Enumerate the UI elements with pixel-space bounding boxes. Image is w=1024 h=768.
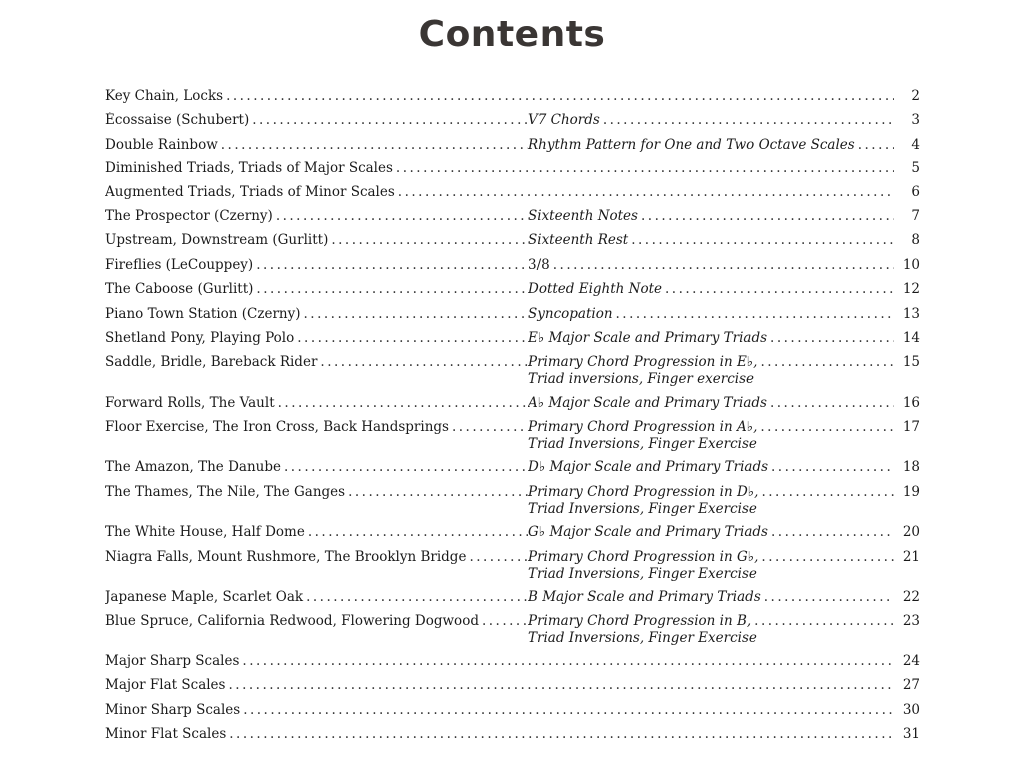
toc-entry-title: Blue Spruce, California Redwood, Flowering Dogwood — [105, 613, 479, 629]
dot-leader — [276, 208, 528, 225]
toc-entry — [105, 184, 920, 201]
toc-entry-title: Saddle, Bridle, Bareback Rider — [105, 354, 318, 370]
dot-leader — [761, 484, 894, 501]
toc-entry-topic: D♭ Major Scale and Primary Triads — [528, 459, 769, 475]
toc-right-column — [528, 232, 894, 249]
toc-right-column — [528, 137, 894, 154]
toc-entry-line — [105, 702, 920, 719]
toc-entry-topic-continued: Triad Inversions, Finger Exercise — [528, 501, 757, 517]
toc-full-column — [105, 702, 894, 719]
toc-page-number: 3 — [911, 112, 920, 128]
dot-leader — [306, 589, 528, 606]
toc-right-column — [528, 613, 894, 630]
toc-entry-title: The Amazon, The Danube — [105, 459, 281, 475]
toc-left-column — [105, 112, 528, 129]
toc-left-column — [105, 549, 528, 566]
dot-leader — [631, 232, 894, 249]
toc-entry — [105, 354, 920, 388]
dot-leader — [770, 395, 894, 412]
toc-full-column — [105, 88, 894, 105]
toc-entry-topic: Primary Chord Progression in D♭, — [528, 484, 759, 500]
dot-leader — [221, 137, 528, 154]
toc-entry-title: Forward Rolls, The Vault — [105, 395, 275, 411]
toc-page-number: 30 — [902, 702, 920, 718]
toc-left-column — [105, 330, 528, 347]
toc-entry-title: Minor Sharp Scales — [105, 702, 241, 718]
toc-full-column — [105, 653, 894, 670]
toc-entry — [105, 160, 920, 177]
toc-page-number: 27 — [902, 677, 920, 693]
page-title: Contents — [418, 14, 606, 55]
toc-entry-title: Double Rainbow — [105, 137, 218, 153]
toc-entry-topic: E♭ Major Scale and Primary Triads — [528, 330, 768, 346]
dot-leader — [256, 257, 528, 274]
toc-page-number: 7 — [911, 208, 920, 224]
toc-entry — [105, 419, 920, 453]
toc-entry-title: The White House, Half Dome — [105, 524, 305, 540]
toc-entry-title: Diminished Triads, Triads of Major Scales — [105, 160, 393, 176]
toc-entry-topic: Primary Chord Progression in E♭, — [528, 354, 758, 370]
toc-right-column — [528, 395, 894, 412]
toc-left-column — [105, 589, 528, 606]
toc-left-column — [105, 459, 528, 476]
dot-leader — [304, 306, 528, 323]
toc-entry-topic: 3/8 — [528, 257, 550, 273]
toc-entry — [105, 459, 920, 476]
toc-entry-title: The Caboose (Gurlitt) — [105, 281, 254, 297]
toc-entry-topic: Sixteenth Notes — [528, 208, 638, 224]
toc-entry — [105, 726, 920, 743]
toc-entry-title: Japanese Maple, Scarlet Oak — [105, 589, 304, 605]
toc-entry — [105, 677, 920, 694]
toc-entry-line — [105, 524, 920, 541]
toc-left-column — [105, 395, 528, 412]
toc-left-column — [105, 281, 528, 298]
toc-entry-title: Piano Town Station (Czerny) — [105, 306, 301, 322]
toc-page-number: 4 — [911, 137, 920, 153]
toc-entry-topic: Primary Chord Progression in A♭, — [528, 419, 758, 435]
toc-page-number: 12 — [902, 281, 920, 297]
toc-left-column — [105, 524, 528, 541]
toc-entry-line — [105, 257, 920, 274]
toc-entry-line — [105, 419, 920, 436]
toc-page-number: 2 — [911, 88, 920, 104]
toc-page-number: 23 — [902, 613, 920, 629]
toc-entry-title: Augmented Triads, Triads of Minor Scales — [105, 184, 395, 200]
toc-entry — [105, 257, 920, 274]
toc-entry-title: The Thames, The Nile, The Ganges — [105, 484, 346, 500]
dot-leader — [308, 524, 528, 541]
toc-page-number: 13 — [902, 306, 920, 322]
dot-leader — [243, 702, 894, 719]
dot-leader — [398, 184, 894, 201]
toc-entry-topic: A♭ Major Scale and Primary Triads — [528, 395, 767, 411]
toc-entry — [105, 137, 920, 154]
toc-entry-line — [105, 395, 920, 412]
toc-page-number: 22 — [902, 589, 920, 605]
toc-entry-title: Major Flat Scales — [105, 677, 226, 693]
toc-right-column — [528, 257, 894, 274]
toc-entry-line — [105, 484, 920, 501]
toc-entry — [105, 306, 920, 323]
dot-leader — [754, 613, 894, 630]
dot-leader — [469, 549, 528, 566]
toc-entry-line — [105, 160, 920, 177]
toc-right-column — [528, 306, 894, 323]
toc-page-number: 24 — [902, 653, 920, 669]
toc-full-column — [105, 160, 894, 177]
dot-leader — [858, 137, 894, 154]
toc-entry-title: Major Sharp Scales — [105, 653, 240, 669]
dot-leader — [761, 549, 894, 566]
toc-entry-title: Upstream, Downstream (Gurlitt) — [105, 232, 329, 248]
toc-entry-topic: Dotted Eighth Note — [528, 281, 662, 297]
toc-entry-line — [105, 677, 920, 694]
toc-entry-topic-continued: Triad Inversions, Finger Exercise — [528, 436, 757, 452]
toc-page-number: 20 — [902, 524, 920, 540]
toc-left-column — [105, 419, 528, 436]
toc-entry-line — [105, 330, 920, 347]
toc-entry — [105, 330, 920, 347]
toc-entry-title: Key Chain, Locks — [105, 88, 224, 104]
dot-leader — [771, 524, 894, 541]
dot-leader — [553, 257, 894, 274]
toc-page-number: 16 — [902, 395, 920, 411]
toc-entry-topic-continued: Triad Inversions, Finger Exercise — [528, 566, 757, 582]
toc-entry — [105, 88, 920, 105]
dot-leader — [452, 419, 528, 436]
toc-right-column — [528, 524, 894, 541]
toc-right-column — [528, 484, 894, 501]
toc-entry-line — [105, 112, 920, 129]
toc-entry — [105, 589, 920, 606]
toc-entry — [105, 549, 920, 583]
toc-page-number: 18 — [902, 459, 920, 475]
dot-leader — [771, 459, 894, 476]
toc-entry-line — [105, 88, 920, 105]
toc-entry — [105, 613, 920, 647]
dot-leader — [229, 726, 894, 743]
toc-right-column — [528, 112, 894, 129]
toc-entry-topic: V7 Chords — [528, 112, 600, 128]
toc-left-column — [105, 137, 528, 154]
toc-entry-topic: B Major Scale and Primary Triads — [528, 589, 761, 605]
dot-leader — [320, 354, 528, 371]
dot-leader — [226, 88, 894, 105]
toc-left-column — [105, 208, 528, 225]
toc-entry-topic-continued: Triad Inversions, Finger Exercise — [528, 630, 757, 646]
toc-right-column — [528, 281, 894, 298]
toc-page-number: 21 — [902, 549, 920, 565]
toc-left-column — [105, 354, 528, 371]
toc-entry-topic-continued: Triad inversions, Finger exercise — [528, 371, 755, 387]
dot-leader — [284, 459, 528, 476]
dot-leader — [297, 330, 528, 347]
dot-leader — [603, 112, 894, 129]
toc-page-number: 19 — [902, 484, 920, 500]
toc-entry-title: Floor Exercise, The Iron Cross, Back Handsprings — [105, 419, 449, 435]
toc-full-column — [105, 726, 894, 743]
toc-right-column — [528, 419, 894, 436]
dot-leader — [764, 589, 894, 606]
toc-entry — [105, 653, 920, 670]
dot-leader — [252, 112, 528, 129]
toc-page-number: 8 — [911, 232, 920, 248]
toc-left-column — [105, 613, 528, 630]
toc-entry-line — [105, 208, 920, 225]
toc-entry-line — [105, 281, 920, 298]
toc-entry-topic: G♭ Major Scale and Primary Triads — [528, 524, 768, 540]
toc-full-column — [105, 184, 894, 201]
dot-leader — [770, 330, 894, 347]
dot-leader — [228, 677, 894, 694]
toc-entry-topic: Sixteenth Rest — [528, 232, 629, 248]
toc-entry-title: Fireflies (LeCouppey) — [105, 257, 254, 273]
dot-leader — [665, 281, 894, 298]
toc-entry — [105, 702, 920, 719]
toc-entry-line — [105, 306, 920, 323]
dot-leader — [482, 613, 528, 630]
toc-entry-topic: Primary Chord Progression in B, — [528, 613, 752, 629]
toc-left-column — [105, 257, 528, 274]
dot-leader — [242, 653, 894, 670]
toc-right-column — [528, 459, 894, 476]
toc-entry — [105, 524, 920, 541]
toc-entry — [105, 395, 920, 412]
toc-left-column — [105, 232, 528, 249]
dot-leader — [641, 208, 894, 225]
toc-entry-line — [105, 354, 920, 371]
toc-left-column — [105, 484, 528, 501]
toc-full-column — [105, 677, 894, 694]
dot-leader — [348, 484, 528, 501]
toc-entry-topic: Syncopation — [528, 306, 613, 322]
toc-entry-line — [105, 184, 920, 201]
dot-leader — [760, 419, 894, 436]
toc-right-column — [528, 549, 894, 566]
toc-left-column — [105, 306, 528, 323]
toc-entry-line — [105, 137, 920, 154]
toc-entry-title: Shetland Pony, Playing Polo — [105, 330, 295, 346]
dot-leader — [331, 232, 528, 249]
toc-page-number: 17 — [902, 419, 920, 435]
toc-entry — [105, 112, 920, 129]
toc-entry-topic: Rhythm Pattern for One and Two Octave Scales — [528, 137, 855, 153]
toc-right-column — [528, 330, 894, 347]
toc-entry-title: Niagra Falls, Mount Rushmore, The Brooklyn Bridge — [105, 549, 467, 565]
toc-entry-title: Minor Flat Scales — [105, 726, 227, 742]
toc-right-column — [528, 589, 894, 606]
toc-page-number: 14 — [902, 330, 920, 346]
toc-right-column — [528, 208, 894, 225]
toc-entry-title: Écossaise (Schubert) — [105, 112, 250, 128]
dot-leader — [256, 281, 528, 298]
toc-entry-title: The Prospector (Czerny) — [105, 208, 273, 224]
dot-leader — [278, 395, 528, 412]
toc-right-column — [528, 354, 894, 371]
toc-entry — [105, 232, 920, 249]
toc-entry-line — [105, 232, 920, 249]
toc-entry-topic: Primary Chord Progression in G♭, — [528, 549, 759, 565]
dot-leader — [616, 306, 894, 323]
toc-entry — [105, 484, 920, 518]
toc-entry-line — [105, 653, 920, 670]
toc-page-number: 31 — [902, 726, 920, 742]
toc-page-number: 15 — [902, 354, 920, 370]
toc-entry-line — [105, 613, 920, 630]
dot-leader — [396, 160, 894, 177]
toc-page-number: 6 — [911, 184, 920, 200]
toc-entry-line — [105, 726, 920, 743]
toc-entry-line — [105, 549, 920, 566]
toc-entry-line — [105, 459, 920, 476]
toc-entry-line — [105, 589, 920, 606]
toc-page-number: 10 — [902, 257, 920, 273]
dot-leader — [760, 354, 894, 371]
toc-entry — [105, 208, 920, 225]
toc-entry — [105, 281, 920, 298]
toc-page-number: 5 — [911, 160, 920, 176]
